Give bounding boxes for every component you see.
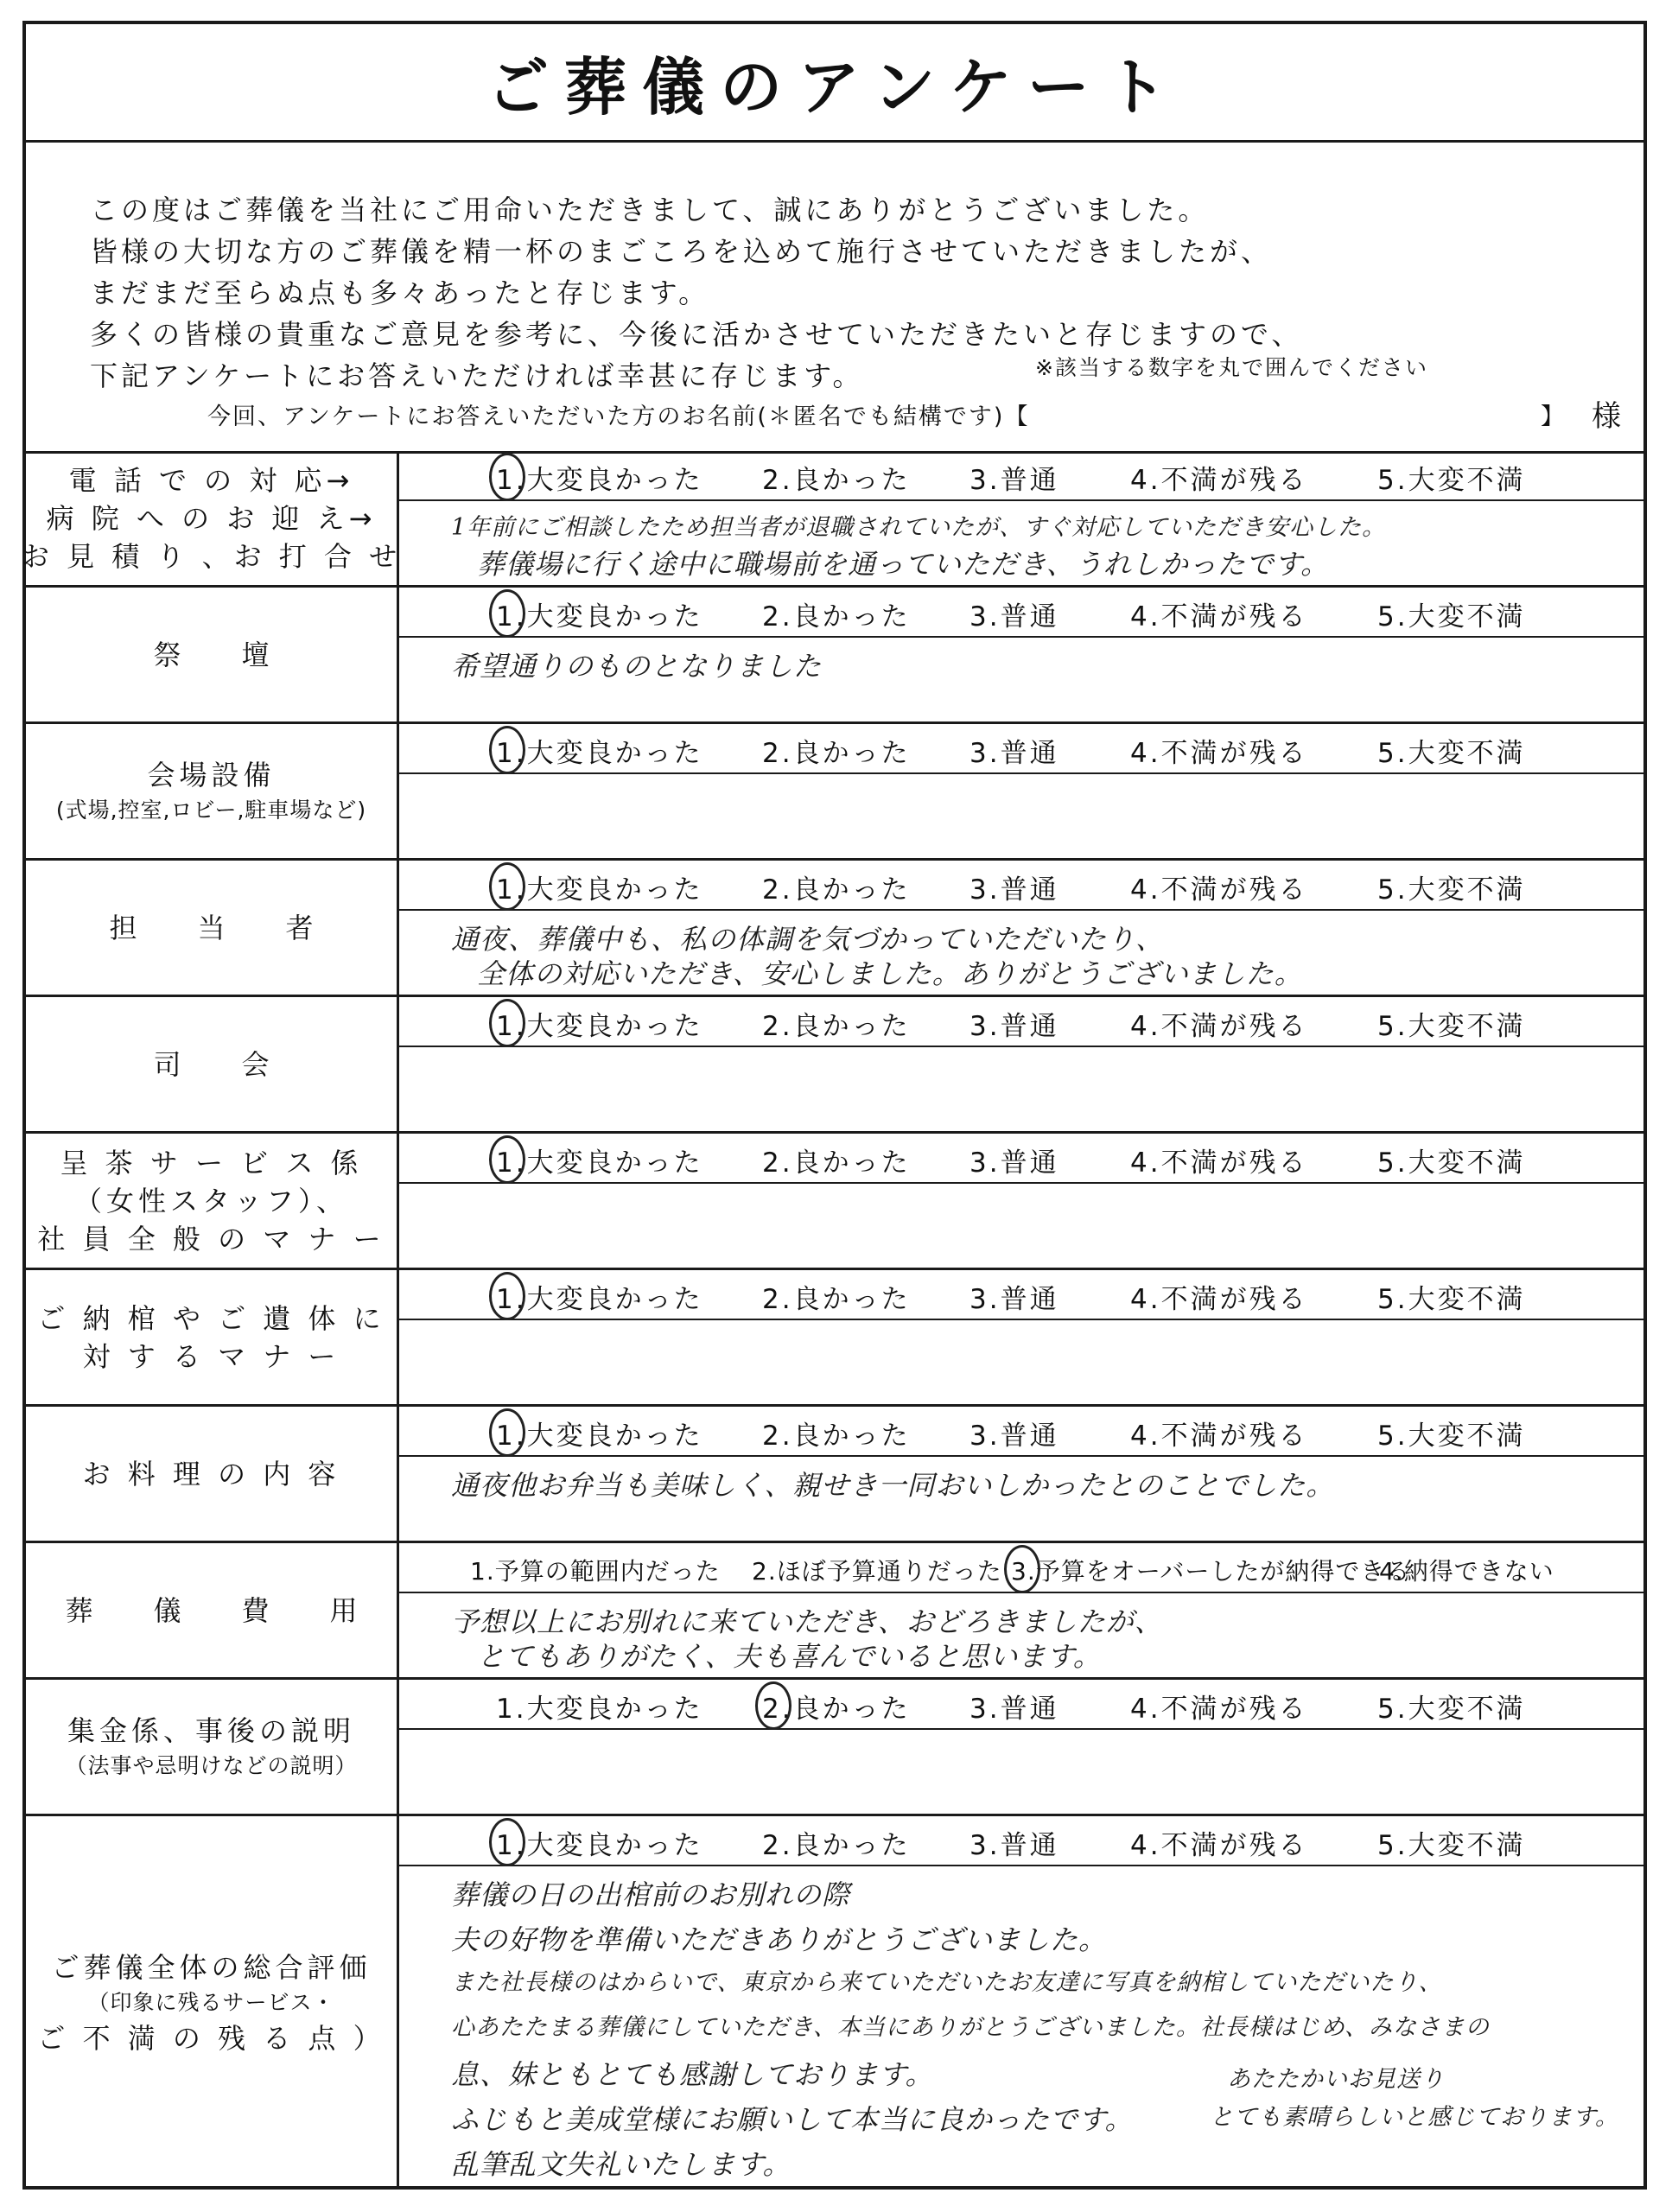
- selected-circle-mark: [489, 1408, 525, 1457]
- rating-option[interactable]: 2.良かった: [762, 1694, 911, 1725]
- rating-option[interactable]: 1.大変良かった: [496, 1011, 703, 1042]
- intro-line: 皆様の大切な方のご葬儀を精一杯のまごころを込めて施行させていただきましたが、: [90, 235, 1273, 268]
- question-label: [26, 1270, 399, 1404]
- options-row: [399, 1680, 1643, 1730]
- selected-circle-mark: [489, 999, 525, 1047]
- question-label-line: （法事や忌明けなどの説明）: [65, 1752, 358, 1778]
- handwritten-comment: 通夜他お弁当も美味しく、親せき一同おいしかったとのことでした。: [451, 1469, 1335, 1502]
- question-label-line: 集金係、事後の説明: [67, 1713, 355, 1747]
- question-label: [26, 861, 399, 995]
- handwritten-comment: 全体の対応いただき、安心しました。ありがとうございました。: [477, 957, 1303, 990]
- rating-option[interactable]: 2.良かった: [762, 1284, 911, 1315]
- handwritten-comment: 息、妹ともとても感謝しております。: [451, 2058, 934, 2091]
- rating-option[interactable]: 3.普通: [970, 1011, 1059, 1042]
- question-label-line: 担当者: [109, 911, 374, 944]
- question-label: [26, 724, 399, 858]
- rating-option[interactable]: 4.不満が残る: [1130, 738, 1308, 769]
- question-label-line: 電 話 で の 対 応→: [68, 463, 354, 497]
- question-section: [26, 1270, 1643, 1407]
- question-section: [26, 588, 1643, 724]
- handwritten-comment: 葬儀場に行く途中に職場前を通っていただき、うれしかったです。: [477, 548, 1330, 581]
- question-label: [26, 997, 399, 1131]
- handwritten-comment: とてもありがたく、夫も喜んでいると思います。: [477, 1640, 1102, 1673]
- options-row: [399, 724, 1643, 774]
- question-label-line: 呈 茶 サ ー ビ ス 係: [60, 1146, 363, 1179]
- question-section: [26, 1543, 1643, 1680]
- instruction-note: ※該当する数字を丸で囲んでください: [1035, 355, 1428, 380]
- question-label: [26, 1543, 418, 1677]
- question-label-line: 会場設備: [147, 758, 276, 791]
- question-label-line: お 料 理 の 内 容: [82, 1457, 340, 1491]
- rating-option[interactable]: 1.大変良かった: [496, 1694, 703, 1725]
- answer-area: [399, 1680, 1643, 1814]
- question-label: [26, 588, 399, 721]
- rating-option[interactable]: 3.普通: [970, 465, 1059, 496]
- question-section: [26, 1816, 1643, 2190]
- rating-option[interactable]: 1.予算の範囲内だった: [470, 1557, 721, 1586]
- handwritten-comment: 1年前にご相談したため担当者が退職されていたが、すぐ対応していただき安心した。: [451, 514, 1387, 541]
- selected-circle-mark: [489, 1818, 525, 1866]
- answer-area: [399, 997, 1643, 1131]
- answer-area: [399, 588, 1643, 721]
- rating-option[interactable]: 5.大変不満: [1377, 1694, 1526, 1725]
- handwritten-comment: 通夜、葬儀中も、私の体調を気づかっていただいたり、: [451, 923, 1165, 956]
- rating-option[interactable]: 3.普通: [970, 874, 1059, 906]
- selected-circle-mark: [489, 726, 525, 774]
- selected-circle-mark: [489, 1272, 525, 1320]
- intro-section: [26, 140, 1643, 454]
- rating-option[interactable]: 4.不満が残る: [1130, 465, 1308, 496]
- selected-circle-mark: [489, 589, 525, 638]
- rating-option[interactable]: 5.大変不満: [1377, 1830, 1526, 1861]
- question-label: [26, 1816, 399, 2190]
- rating-option[interactable]: 2.良かった: [762, 738, 911, 769]
- rating-option[interactable]: 2.ほぼ予算通りだった: [752, 1557, 1002, 1586]
- rating-option[interactable]: 1.大変良かった: [496, 874, 703, 906]
- rating-option[interactable]: 5.大変不満: [1377, 874, 1526, 906]
- question-section: [26, 1680, 1643, 1816]
- selected-circle-mark: [489, 1135, 525, 1184]
- rating-option[interactable]: 2.良かった: [762, 1421, 911, 1452]
- question-label: [26, 1680, 399, 1814]
- options-row: [399, 861, 1643, 911]
- options-row: [399, 1543, 1643, 1593]
- rating-option[interactable]: 2.良かった: [762, 601, 911, 632]
- name-prompt: 今回、アンケートにお答えいただいた方のお名前(＊匿名でも結構です)【: [207, 404, 1030, 430]
- rating-option[interactable]: 1.大変良かった: [496, 601, 703, 632]
- question-label-line: お 見 積 り 、お 打 合 せ: [21, 539, 402, 573]
- handwritten-side-comment: あたたかいお見送り: [1227, 2066, 1445, 2093]
- survey-form: [22, 21, 1647, 2190]
- question-label: [21, 451, 402, 585]
- question-label-line: 司会: [153, 1047, 330, 1081]
- rating-option[interactable]: 1.大変良かった: [496, 465, 703, 496]
- question-label-line: （印象に残るサービス・: [87, 1990, 335, 2015]
- options-row: [399, 1270, 1643, 1320]
- rating-option[interactable]: 1.大変良かった: [496, 1421, 703, 1452]
- handwritten-side-comment: とても素晴らしいと感じております。: [1210, 2104, 1619, 2131]
- rating-option[interactable]: 1.大変良かった: [496, 738, 703, 769]
- rating-option[interactable]: 3.予算をオーバーしたが納得できる: [1011, 1557, 1411, 1586]
- question-section: [21, 451, 1643, 588]
- selected-circle-mark: [489, 862, 525, 911]
- handwritten-comment: 葬儀の日の出棺前のお別れの際: [451, 1878, 851, 1911]
- options-row: [399, 1134, 1643, 1184]
- handwritten-comment: ふじもと美成堂様にお願いして本当に良かったです。: [451, 2103, 1134, 2136]
- rating-option[interactable]: 1.大変良かった: [496, 1284, 703, 1315]
- options-row: [399, 451, 1643, 501]
- answer-area: [399, 1816, 1643, 2190]
- answer-area: [399, 724, 1643, 858]
- rating-option[interactable]: 2.良かった: [762, 874, 911, 906]
- handwritten-comment: 希望通りのものとなりました: [451, 650, 823, 683]
- rating-option[interactable]: 4.納得できない: [1379, 1557, 1554, 1586]
- options-row: [399, 1816, 1643, 1866]
- intro-line: 多くの皆様の貴重なご意見を参考に、今後に活かさせていただきたいと存じますので、: [90, 318, 1303, 351]
- rating-option[interactable]: 1.大変良かった: [496, 1830, 703, 1861]
- rating-option[interactable]: 5.大変不満: [1377, 601, 1526, 632]
- rating-option[interactable]: 2.良かった: [762, 465, 911, 496]
- selected-circle-mark: [755, 1681, 791, 1730]
- answer-area: [399, 451, 1643, 585]
- rating-option[interactable]: 3.普通: [970, 601, 1059, 632]
- rating-option[interactable]: 1.大変良かった: [496, 1147, 703, 1179]
- rating-option[interactable]: 4.不満が残る: [1130, 1830, 1308, 1861]
- intro-line: 下記アンケートにお答えいただければ幸甚に存じます。: [90, 359, 864, 392]
- question-label-line: ご葬儀全体の総合評価: [51, 1951, 372, 1984]
- question-label-line: (式場,控室,ロビー,駐車場など): [55, 797, 367, 823]
- handwritten-comment: 夫の好物を準備いただきありがとうございました。: [451, 1923, 1108, 1956]
- selected-circle-mark: [1004, 1545, 1040, 1593]
- question-label-line: 社 員 全 般 の マ ナ ー: [37, 1222, 385, 1255]
- question-section: [26, 861, 1643, 997]
- rating-option[interactable]: 3.普通: [970, 1284, 1059, 1315]
- rating-option[interactable]: 2.良かった: [762, 1147, 911, 1179]
- rating-option[interactable]: 4.不満が残る: [1130, 1011, 1308, 1042]
- options-row: [399, 588, 1643, 638]
- answer-area: [399, 1134, 1643, 1268]
- rating-option[interactable]: 3.普通: [970, 1147, 1059, 1179]
- answer-area: [399, 1407, 1643, 1541]
- rating-option[interactable]: 4.不満が残る: [1130, 1284, 1308, 1315]
- handwritten-comment: また社長様のはからいで、東京から来ていただいたお友達に写真を納棺していただいたり、: [451, 1969, 1443, 1996]
- question-label-line: 葬儀費用: [65, 1593, 418, 1627]
- rating-option[interactable]: 5.大変不満: [1377, 1284, 1526, 1315]
- rating-option[interactable]: 3.普通: [970, 1830, 1059, 1861]
- question-label: [26, 1134, 399, 1268]
- question-label-line: ご 納 棺 や ご 遺 体 に: [37, 1301, 385, 1335]
- answer-area: [399, 861, 1643, 995]
- page-title: ご葬儀のアンケート: [486, 51, 1183, 124]
- options-row: [399, 1407, 1643, 1457]
- handwritten-comment: 心あたたまる葬儀にしていただき、本当にありがとうございました。社長様はじめ、みなさまの: [451, 2014, 1490, 2041]
- rating-option[interactable]: 5.大変不満: [1377, 1421, 1526, 1452]
- rating-option[interactable]: 3.普通: [970, 1421, 1059, 1452]
- selected-circle-mark: [489, 453, 525, 501]
- rating-option[interactable]: 4.不満が残る: [1130, 1147, 1308, 1179]
- rating-option[interactable]: 5.大変不満: [1377, 465, 1526, 496]
- rating-option[interactable]: 3.普通: [970, 738, 1059, 769]
- handwritten-comment: 乱筆乱文失礼いたします。: [451, 2148, 791, 2181]
- rating-option[interactable]: 4.不満が残る: [1130, 1694, 1308, 1725]
- answer-area: [399, 1270, 1643, 1404]
- rating-option[interactable]: 4.不満が残る: [1130, 874, 1308, 906]
- respondent-name-row: [207, 397, 1623, 434]
- question-label: [26, 1407, 399, 1541]
- question-label-line: ご 不 満 の 残 る 点 ）: [37, 2022, 385, 2055]
- rating-option[interactable]: 5.大変不満: [1377, 1011, 1526, 1042]
- answer-area: [399, 1543, 1643, 1677]
- rating-option[interactable]: 3.普通: [970, 1694, 1059, 1725]
- question-section: [26, 1134, 1643, 1270]
- name-bracket-close: 】: [1541, 404, 1566, 430]
- rating-option[interactable]: 2.良かった: [762, 1011, 911, 1042]
- question-section: [26, 1407, 1643, 1543]
- question-label-line: 対 す る マ ナ ー: [82, 1339, 340, 1373]
- rating-option[interactable]: 5.大変不満: [1377, 738, 1526, 769]
- rating-option[interactable]: 4.不満が残る: [1130, 601, 1308, 632]
- intro-line: まだまだ至らぬ点も多々あったと存じます。: [90, 276, 710, 309]
- rating-option[interactable]: 5.大変不満: [1377, 1147, 1526, 1179]
- intro-line: この度はご葬儀を当社にご用命いただきまして、誠にありがとうございました。: [90, 194, 1210, 226]
- options-row: [399, 997, 1643, 1047]
- rating-option[interactable]: 4.不満が残る: [1130, 1421, 1308, 1452]
- title-box: [26, 24, 1643, 143]
- question-label-line: （女性スタッフ）、: [73, 1184, 348, 1217]
- question-section: [26, 724, 1643, 861]
- name-suffix: 様: [1592, 399, 1623, 434]
- question-section: [26, 997, 1643, 1134]
- handwritten-comment: 予想以上にお別れに来ていただき、おどろきましたが、: [451, 1605, 1163, 1638]
- question-label-line: 病 院 へ の お 迎 え→: [46, 501, 377, 535]
- rating-option[interactable]: 2.良かった: [762, 1830, 911, 1861]
- question-label-line: 祭壇: [153, 638, 330, 671]
